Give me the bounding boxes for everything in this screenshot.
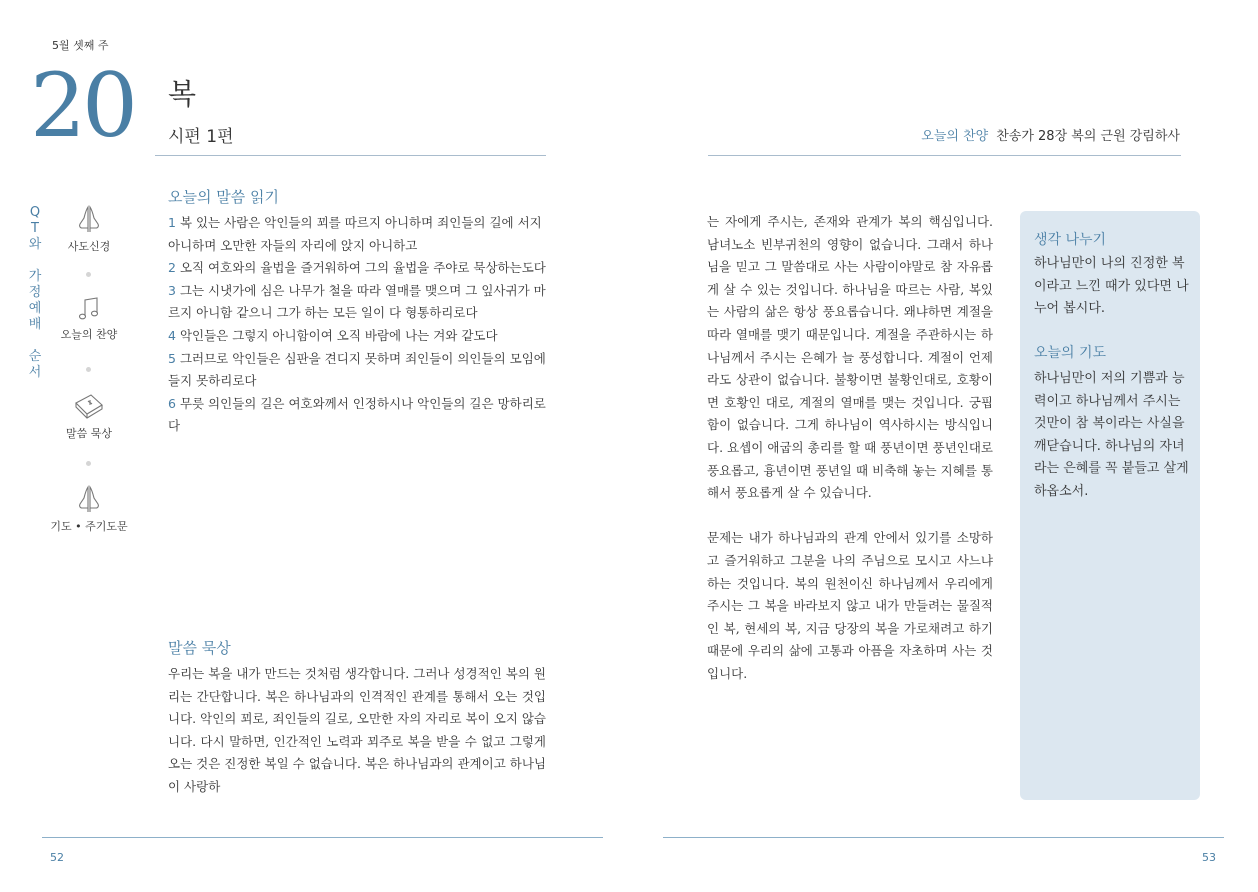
verse-text: 그러므로 악인들은 심판을 견디지 못하며 죄인들이 의인들의 모임에 들지 못하리로다 [168,350,546,389]
verse-item [168,212,546,257]
footer-rule-left [42,837,603,838]
vertical-char: 정 [28,285,42,300]
week-label: 5월 셋째 주 [52,39,109,52]
vertical-char: 서 [28,365,42,380]
meditation-text-right [707,211,993,685]
vertical-gap [28,333,42,349]
meditation-paragraph: 는 자에게 주시는, 존재와 관계가 복의 핵심입니다. 남녀노소 빈부귀천의 영향이 없습니다. 그래서 하나님을 믿고 그 말씀대로 사는 사람이야말로 참 자유롭게 살 수 있는 것입니다. 하나님을 따르는 사람, 복있는 사람의 삶은 항상 풍요롭습니다. 왜냐하면 계절을 따라 열매를 맺기 때문입니다. 계절을 주관하시는 하나님께서 주시는 은혜가 늘 풍성합니다. 계절이 언제라도 상관이 없습니다. 불황이면 불황인대로, 호황이면 호황인 대로, 계절의 열매를 맺는 것입니다. 궁핍함이 없습니다. 그게 하나님이 역사하시는 방식입니다. 요셉이 애굽의 총리를 할 때 풍년이면 풍년인대로 풍요롭고, 흉년이면 풍년일 때 비축해 놓는 지혜를 통해서 풍요롭게 살 수 있습니다. [707,214,993,501]
verse-item [168,393,546,438]
vertical-gap [28,253,42,269]
todays-hymn [921,125,1180,144]
verse-list [168,212,546,438]
verse-number: 6 [168,395,176,411]
praying-hands-icon [74,484,104,514]
sidebar-item-todays-hymn [45,296,133,342]
verse-text: 악인들은 그렇지 아니함이여 오직 바람에 나는 겨와 같도다 [179,327,498,343]
page-number-left: 52 [50,851,64,864]
vertical-char: 배 [28,317,42,332]
verse-text: 오직 여호와의 율법을 즐거워하여 그의 율법을 주야로 묵상하는도다 [179,260,546,276]
header-rule-right [708,155,1181,156]
bible-icon [73,391,105,421]
verse-number: 3 [168,282,176,298]
hymn-text: 찬송가 28장 복의 근원 강림하사 [996,129,1180,144]
header-rule-left [155,155,546,156]
sidebar-item-label: 사도신경 [67,240,111,253]
sidebar-item-apostles-creed [45,204,133,254]
share-heading: 생각 나누기 [1034,232,1107,248]
meditation-heading: 말씀 묵상 [168,639,231,657]
share-text: 하나님만이 나의 진정한 복이라고 느낀 때가 있다면 나누어 봅시다. [1034,256,1189,317]
verse-text: 무릇 의인들의 길은 여호와께서 인정하시나 악인들의 길은 망하리로다 [168,395,546,434]
verse-item [168,325,546,348]
verse-number: 2 [168,260,176,276]
meditation-paragraph: 우리는 복을 내가 만드는 것처럼 생각합니다. 그러나 성경적인 복의 원리는 간단합니다. 복은 하나님과의 인격적인 관계를 통해서 오는 것입니다. 악인의 꾀로, 죄인들의 길로, 오만한 자의 자리로 복이 오지 않습니다. 다시 말하면, 인간적인 노력과 꾀주로 복을 받을 수 없고 그렇게 오는 것은 진정한 복일 수 없습니다. 복은 하나님과의 관계이고 하나님이 사랑하 [168,666,546,794]
sidebar-dot [86,272,91,277]
reading-heading: 오늘의 말씀 읽기 [168,188,279,206]
meditation-paragraph: 문제는 내가 하나님과의 관계 안에서 있기를 소망하고 즐거워하고 그분을 나의 주님으로 모시고 사느냐 하는 것입니다. 복의 원천이신 하나님께서 우리에게 주시는 그 복을 바라보지 않고 내가 만들려는 물질적인 복, 현세의 복, 지금 당장의 복을 가로채려고 하기 때문에 우리의 삶에 고통과 아픔을 자초하며 사는 것입니다. [707,530,993,681]
music-note-icon [77,296,101,322]
vertical-char: 예 [28,301,42,316]
sidebar-dot [86,367,91,372]
hymn-label: 오늘의 찬양 [921,129,989,144]
sidebar-item-label: 기도 • 주기도문 [50,520,128,533]
vertical-char: 가 [28,269,42,284]
scripture-reference: 시편 1편 [168,127,234,147]
vertical-char: T [31,221,39,236]
verse-item [168,348,546,393]
meditation-text-left [168,663,546,799]
sidebar-item-prayer [45,484,133,534]
verse-text: 그는 시냇가에 심은 나무가 철을 따라 열매를 맺으며 그 잎사귀가 마르지 아니함 같으니 그가 하는 모든 일이 다 형통하리로다 [168,282,546,321]
sidebar-item-label: 오늘의 찬양 [60,328,118,341]
footer-rule-right [663,837,1224,838]
sidebar-item-word-meditation [45,391,133,441]
verse-item [168,280,546,325]
sidebar-item-label: 말씀 묵상 [65,427,112,440]
vertical-char: Q [29,205,41,220]
verse-number: 5 [168,350,176,366]
praying-hands-icon [74,204,104,234]
sidebar-vertical-title [28,205,42,381]
verse-number: 4 [168,327,176,343]
page-title: 복 [168,77,197,111]
day-number: 20 [30,54,134,157]
verse-text: 복 있는 사람은 악인들의 꾀를 따르지 아니하며 죄인들의 길에 서지 아니하며 오만한 자들의 자리에 앉지 아니하고 [168,215,542,253]
prayer-heading: 오늘의 기도 [1034,345,1107,361]
prayer-text: 하나님만이 저의 기쁨과 능력이고 하나님께서 주시는 것만이 참 복이라는 사실을 깨닫습니다. 하나님의 자녀라는 은혜를 꼭 붙들고 살게 하옵소서. [1034,371,1189,499]
vertical-char: 순 [28,349,42,364]
page-number-right: 53 [1202,851,1216,864]
verse-number: 1 [168,215,176,230]
sidebar-dot [86,461,91,466]
vertical-char: 와 [28,237,42,252]
verse-item [168,257,546,280]
